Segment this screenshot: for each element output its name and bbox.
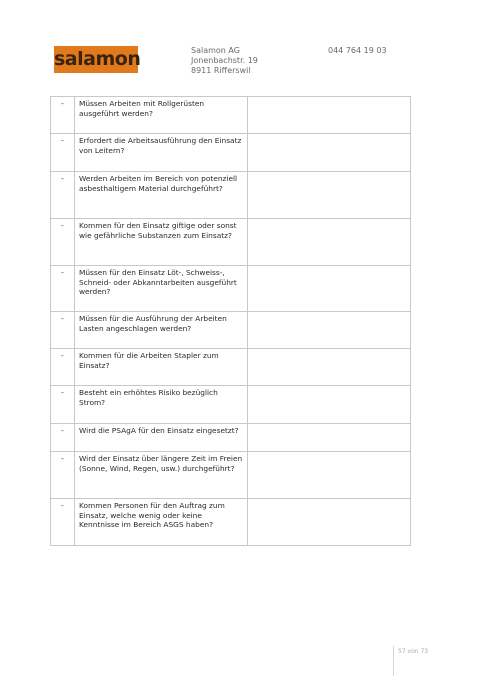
table-row xyxy=(51,134,411,172)
row-bullet: - xyxy=(51,97,75,134)
row-question: Wird der Einsatz über längere Zeit im Freien (Sonne, Wind, Regen, usw.) durchgeführt? xyxy=(75,452,248,499)
row-bullet: - xyxy=(51,134,75,172)
answer-cell[interactable] xyxy=(248,134,411,172)
table-row xyxy=(51,312,411,349)
row-question: Kommen Personen für den Auftrag zum Einsatz, welche wenig oder keine Kenntnisse im Bereich ASGS haben? xyxy=(75,499,248,546)
company-name: Salamon AG xyxy=(191,46,240,55)
table-row xyxy=(51,172,411,219)
row-bullet: - xyxy=(51,452,75,499)
row-question: Wird die PSAgA für den Einsatz eingesetzt? xyxy=(75,424,248,452)
company-address xyxy=(191,46,258,76)
checklist-table xyxy=(50,96,411,546)
table-row xyxy=(51,499,411,546)
answer-cell[interactable] xyxy=(248,266,411,312)
table-row xyxy=(51,219,411,266)
company-logo: salamon xyxy=(54,46,138,73)
company-street: Jonenbachstr. 19 xyxy=(191,56,258,65)
answer-cell[interactable] xyxy=(248,424,411,452)
answer-cell[interactable] xyxy=(248,312,411,349)
row-bullet: - xyxy=(51,349,75,386)
row-bullet: - xyxy=(51,219,75,266)
row-bullet: - xyxy=(51,424,75,452)
footer-divider xyxy=(393,646,394,676)
row-question: Erfordert die Arbeitsausführung den Einsatz von Leitern? xyxy=(75,134,248,172)
answer-cell[interactable] xyxy=(248,452,411,499)
row-question: Kommen für den Einsatz giftige oder sonst wie gefährliche Substanzen zum Einsatz? xyxy=(75,219,248,266)
row-question: Werden Arbeiten im Bereich von potenziell asbesthaltigem Material durchgeführt? xyxy=(75,172,248,219)
row-question: Müssen Arbeiten mit Rollgerüsten ausgeführt werden? xyxy=(75,97,248,134)
answer-cell[interactable] xyxy=(248,172,411,219)
answer-cell[interactable] xyxy=(248,349,411,386)
table-row xyxy=(51,424,411,452)
row-bullet: - xyxy=(51,499,75,546)
row-question: Müssen für den Einsatz Löt-, Schweiss-, Schneid- oder Abkanntarbeiten ausgeführt werden? xyxy=(75,266,248,312)
table-row xyxy=(51,349,411,386)
row-bullet: - xyxy=(51,172,75,219)
answer-cell[interactable] xyxy=(248,499,411,546)
row-bullet: - xyxy=(51,386,75,424)
answer-cell[interactable] xyxy=(248,219,411,266)
row-question: Kommen für die Arbeiten Stapler zum Einsatz? xyxy=(75,349,248,386)
table-row xyxy=(51,266,411,312)
row-bullet: - xyxy=(51,266,75,312)
row-question: Müssen für die Ausführung der Arbeiten Lasten angeschlagen werden? xyxy=(75,312,248,349)
table-row xyxy=(51,452,411,499)
table-row xyxy=(51,386,411,424)
answer-cell[interactable] xyxy=(248,97,411,134)
row-question: Besteht ein erhöhtes Risiko bezüglich Strom? xyxy=(75,386,248,424)
company-phone: 044 764 19 03 xyxy=(328,46,387,55)
row-bullet: - xyxy=(51,312,75,349)
answer-cell[interactable] xyxy=(248,386,411,424)
table-row xyxy=(51,97,411,134)
page-number: 57 von 73 xyxy=(398,648,429,655)
company-city: 8911 Rifferswil xyxy=(191,66,251,75)
